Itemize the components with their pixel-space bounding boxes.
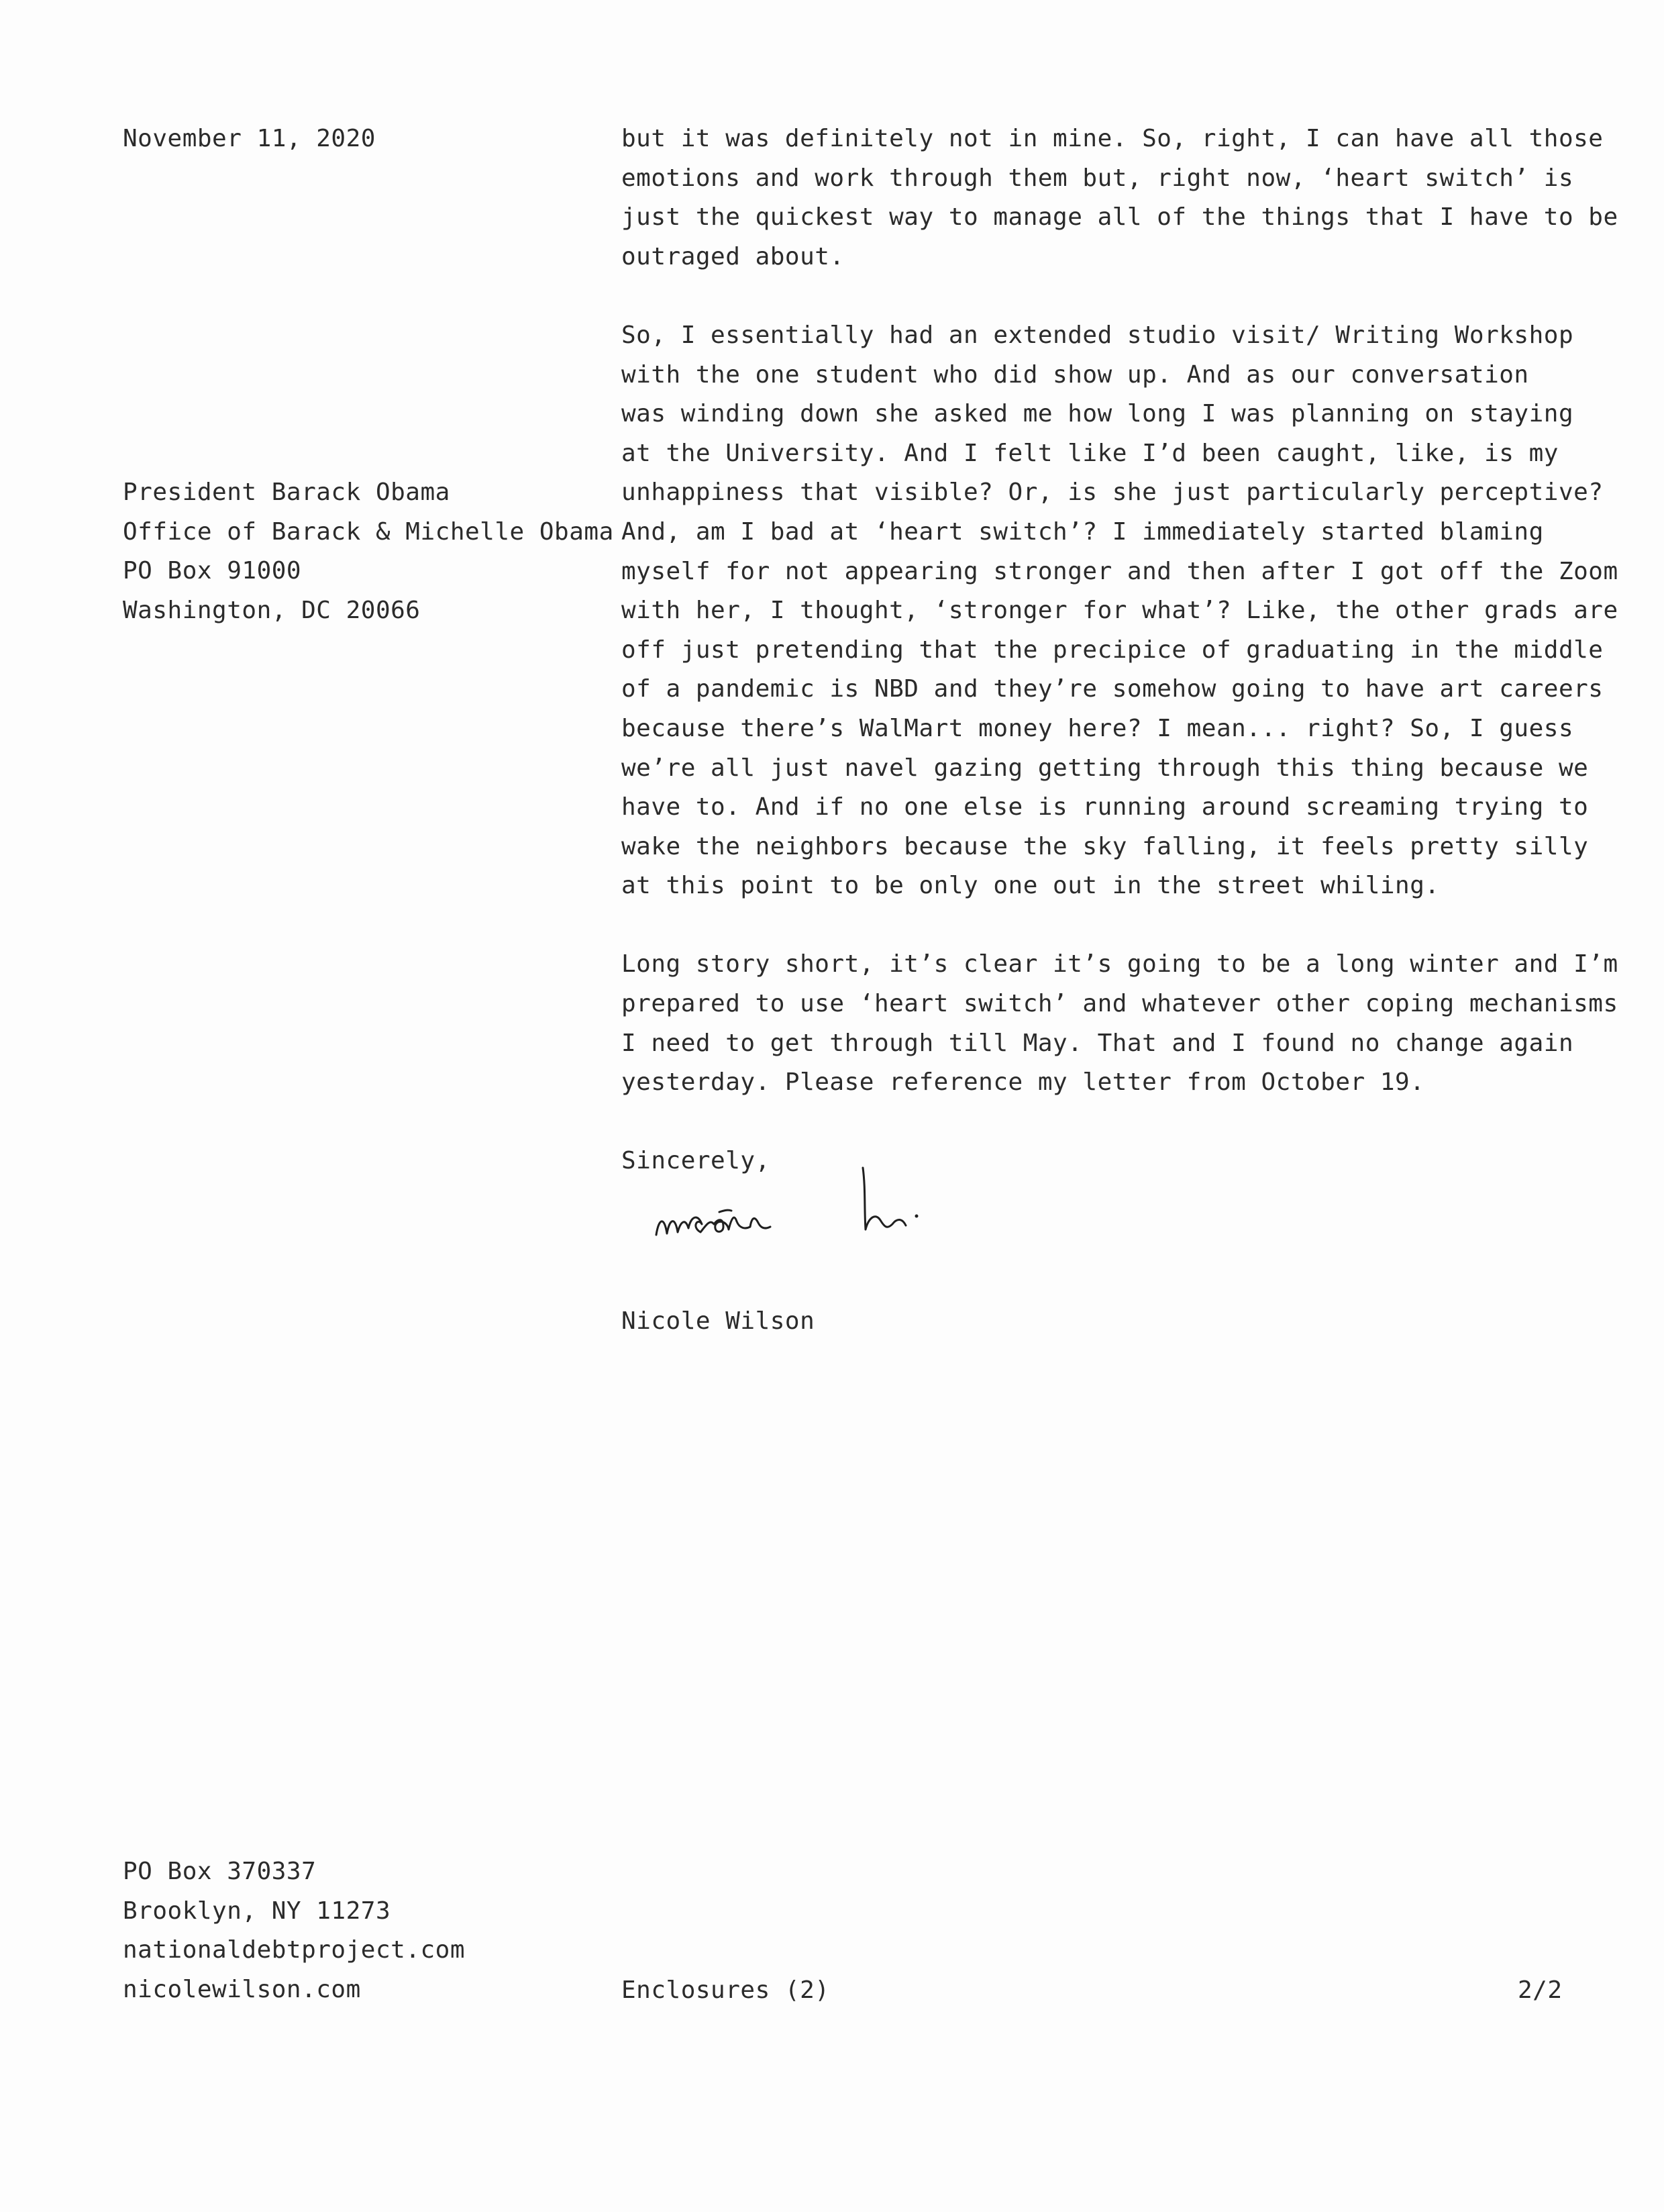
body-line: And, am I bad at ‘heart switch’? I immediately started blaming — [621, 517, 1544, 546]
body-line: unhappiness that visible? Or, is she just particularly perceptive? — [621, 479, 1604, 507]
enclosures-note — [621, 1971, 829, 2011]
letter-date — [123, 119, 376, 159]
body-line: have to. And if no one else is running around screaming trying to — [621, 793, 1589, 821]
recipient-line: Office of Barack & Michelle Obama — [123, 517, 614, 546]
closing-text: Sincerely, — [621, 1147, 770, 1175]
handwritten-signature — [644, 1154, 980, 1268]
signature-name — [621, 1302, 815, 1342]
sender-line: Brooklyn, NY 11273 — [123, 1897, 391, 1925]
date-text: November 11, 2020 — [123, 125, 376, 152]
body-line: just the quickest way to manage all of the things that I have to be — [621, 203, 1618, 232]
recipient-line: PO Box 91000 — [123, 557, 302, 585]
body-line: wake the neighbors because the sky falling, it feels pretty silly — [621, 832, 1589, 860]
body-line: off just pretending that the precipice of graduating in the middle — [621, 636, 1604, 664]
page-number-text: 2/2 — [1518, 1976, 1563, 2004]
body-line: prepared to use ‘heart switch’ and whatever other coping mechanisms — [621, 990, 1618, 1018]
body-line: at the University. And I felt like I’d been caught, like, is my — [621, 439, 1559, 467]
body-line: outraged about. — [621, 242, 845, 270]
sender-line: PO Box 370337 — [123, 1858, 317, 1885]
body-paragraph-1 — [621, 119, 1618, 276]
recipient-line: President Barack Obama — [123, 479, 450, 506]
body-line: we’re all just navel gazing getting through this thing because we — [621, 754, 1589, 782]
recipient-line: Washington, DC 20066 — [123, 596, 421, 624]
body-line: So, I essentially had an extended studio visit/ Writing Workshop — [621, 321, 1574, 349]
body-paragraph-2 — [621, 316, 1618, 906]
body-line: I need to get through till May. That and I found no change again — [621, 1029, 1574, 1057]
body-line: Long story short, it’s clear it’s going to be a long winter and I’m — [621, 950, 1618, 978]
body-line: of a pandemic is NBD and they’re somehow going to have art careers — [621, 675, 1604, 703]
body-line: because there’s WalMart money here? I mean... right? So, I guess — [621, 714, 1574, 742]
enclosures-text: Enclosures (2) — [621, 1976, 830, 2004]
sender-line: nationaldebtproject.com — [123, 1936, 465, 1964]
body-line: with the one student who did show up. And as our conversation — [621, 360, 1529, 389]
sender-line: nicolewilson.com — [123, 1975, 361, 2003]
letter-body — [621, 119, 1618, 1181]
sender-address — [123, 1852, 465, 2009]
signature-name-text: Nicole Wilson — [621, 1307, 815, 1335]
body-line: but it was definitely not in mine. So, right, I can have all those — [621, 125, 1604, 152]
body-line: yesterday. Please reference my letter from October 19. — [621, 1068, 1425, 1097]
body-line: with her, I thought, ‘stronger for what’? Like, the other grads are — [621, 597, 1618, 625]
body-line: myself for not appearing stronger and then after I got off the Zoom — [621, 557, 1618, 585]
body-line: at this point to be only one out in the street whiling. — [621, 872, 1440, 900]
recipient-address — [123, 473, 614, 630]
body-line: was winding down she asked me how long I was planning on staying — [621, 400, 1574, 428]
body-paragraph-3 — [621, 945, 1618, 1102]
body-line: emotions and work through them but, right now, ‘heart switch’ is — [621, 164, 1574, 192]
page-number — [1518, 1971, 1563, 2011]
